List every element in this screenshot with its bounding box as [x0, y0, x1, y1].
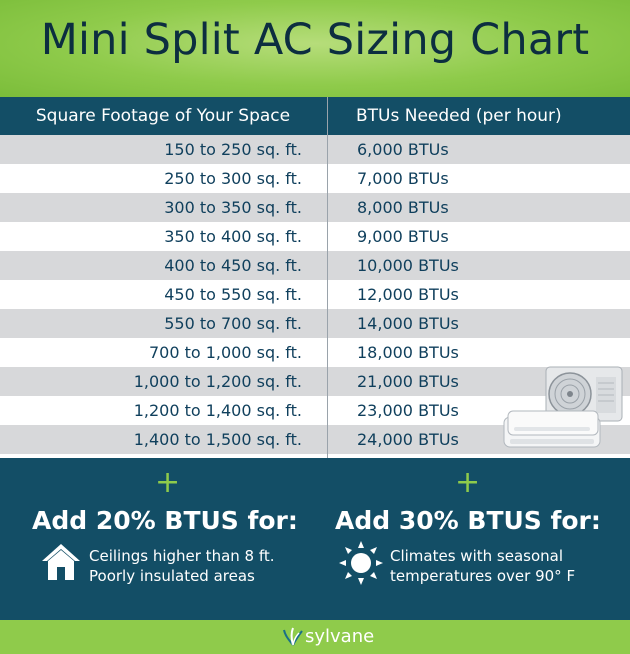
- btu-cell: 24,000 BTUs: [357, 430, 459, 449]
- brand-name: sylvane: [305, 626, 375, 647]
- note-line: Climates with seasonal: [390, 547, 563, 565]
- column-header-btus: BTUs Needed (per hour): [356, 106, 562, 126]
- area-cell: 350 to 400 sq. ft.: [164, 227, 302, 246]
- area-cell: 300 to 350 sq. ft.: [164, 198, 302, 217]
- house-icon: [40, 542, 82, 582]
- area-cell: 700 to 1,000 sq. ft.: [148, 343, 302, 362]
- area-cell: 400 to 450 sq. ft.: [164, 256, 302, 275]
- table-row: [0, 309, 630, 338]
- table-row: [0, 164, 630, 193]
- btu-cell: 9,000 BTUs: [357, 227, 449, 246]
- note-line: temperatures over 90° F: [390, 567, 576, 585]
- area-cell: 1,400 to 1,500 sq. ft.: [133, 430, 302, 449]
- btu-cell: 23,000 BTUs: [357, 401, 459, 420]
- table-row: [0, 222, 630, 251]
- note-line: Ceilings higher than 8 ft.: [89, 547, 275, 565]
- btu-cell: 14,000 BTUs: [357, 314, 459, 333]
- area-cell: 250 to 300 sq. ft.: [164, 169, 302, 188]
- btu-cell: 7,000 BTUs: [357, 169, 449, 188]
- page-title: Mini Split AC Sizing Chart: [40, 15, 590, 65]
- add-20-percent-heading: Add 20% BTUS for:: [32, 506, 298, 535]
- ceiling-insulation-note: [89, 546, 275, 586]
- column-divider: [327, 97, 328, 459]
- btu-cell: 6,000 BTUs: [357, 140, 449, 159]
- table-row: [0, 135, 630, 164]
- sun-icon: [338, 540, 384, 586]
- sylvane-logo-icon: [282, 627, 304, 647]
- btu-cell: 10,000 BTUs: [357, 256, 459, 275]
- area-cell: 1,000 to 1,200 sq. ft.: [133, 372, 302, 391]
- mini-split-ac-illustration: [500, 365, 625, 457]
- plus-sign: +: [155, 465, 181, 500]
- note-line: Poorly insulated areas: [89, 567, 255, 585]
- btu-cell: 12,000 BTUs: [357, 285, 459, 304]
- table-row: [0, 251, 630, 280]
- column-header-square-footage: Square Footage of Your Space: [35, 106, 291, 126]
- climate-note: [390, 546, 575, 586]
- plus-sign: +: [455, 465, 481, 500]
- btu-cell: 21,000 BTUs: [357, 372, 459, 391]
- header-banner: [0, 0, 630, 97]
- table-row: [0, 193, 630, 222]
- footer-bar: [0, 620, 630, 654]
- area-cell: 550 to 700 sq. ft.: [164, 314, 302, 333]
- add-30-percent-heading: Add 30% BTUS for:: [335, 506, 601, 535]
- btu-adjustments-panel: [0, 458, 630, 620]
- area-cell: 1,200 to 1,400 sq. ft.: [133, 401, 302, 420]
- btu-cell: 8,000 BTUs: [357, 198, 449, 217]
- table-header: [0, 97, 630, 135]
- btu-cell: 18,000 BTUs: [357, 343, 459, 362]
- area-cell: 150 to 250 sq. ft.: [164, 140, 302, 159]
- area-cell: 450 to 550 sq. ft.: [164, 285, 302, 304]
- table-row: [0, 280, 630, 309]
- table-row: [0, 338, 630, 367]
